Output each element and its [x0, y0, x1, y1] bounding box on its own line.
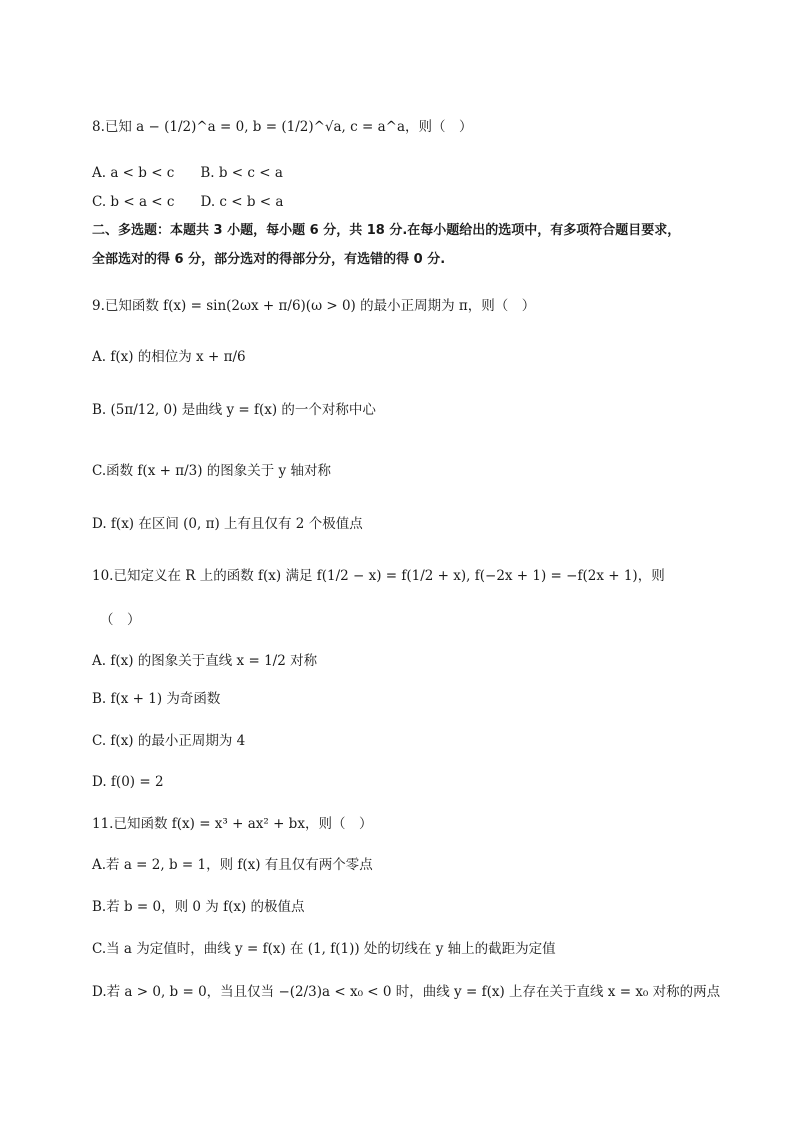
q10-option-b: B. f(x + 1) 为奇函数	[92, 691, 221, 707]
q10-stem: 10.已知定义在 R 上的函数 f(x) 满足 f(1/2 − x) = f(1/2 + x), f(−2x + 1) = −f(2x + 1)，则	[92, 568, 665, 584]
q9-option-c: C.函数 f(x + π/3) 的图象关于 y 轴对称	[92, 463, 331, 479]
q10-option-a: A. f(x) 的图象关于直线 x = 1/2 对称	[92, 653, 318, 669]
q10-option-c: C. f(x) 的最小正周期为 4	[92, 733, 246, 749]
q9-option-d: D. f(x) 在区间 (0, π) 上有且仅有 2 个极值点	[92, 516, 363, 532]
q11-option-a: A.若 a = 2, b = 1，则 f(x) 有且仅有两个零点	[92, 857, 373, 873]
q8-option-b: B. b < c < a	[200, 165, 283, 181]
q9-stem: 9.已知函数 f(x) = sin(2ωx + π/6)(ω > 0) 的最小正周期为 π，则（ ）	[92, 298, 536, 314]
q10-option-d: D. f(0) = 2	[92, 774, 164, 790]
q11-stem: 11.已知函数 f(x) = x³ + ax² + bx，则（ ）	[92, 816, 373, 832]
section-heading-line2: 全部选对的得 6 分，部分选对的得部分分，有选错的得 0 分.	[92, 252, 446, 267]
q8-stem: 8.已知 a − (1/2)^a = 0, b = (1/2)^√a, c = a^a，则（ ）	[92, 119, 473, 135]
q8-options-row1	[92, 164, 283, 182]
q8-options-row2	[92, 193, 283, 211]
q11-option-b: B.若 b = 0，则 0 为 f(x) 的极值点	[92, 899, 305, 915]
q8-option-d: D. c < b < a	[200, 194, 284, 210]
section-heading-line1: 二、多选题：本题共 3 小题，每小题 6 分，共 18 分.在每小题给出的选项中，有多项符合题目要求，	[92, 223, 681, 238]
q11-option-d: D.若 a > 0, b = 0，当且仅当 −(2/3)a < x₀ < 0 时，曲线 y = f(x) 上存在关于直线 x = x₀ 对称的两点	[92, 984, 721, 1000]
q8-option-a: A. a < b < c	[92, 165, 175, 181]
q8-option-c: C. b < a < c	[92, 194, 175, 210]
q10-stem-continuation: （ ）	[100, 612, 141, 628]
q9-option-a: A. f(x) 的相位为 x + π/6	[92, 349, 246, 365]
q11-option-c: C.当 a 为定值时，曲线 y = f(x) 在 (1, f(1)) 处的切线在 y 轴上的截距为定值	[92, 941, 556, 957]
q9-option-b: B. (5π/12, 0) 是曲线 y = f(x) 的一个对称中心	[92, 402, 376, 418]
